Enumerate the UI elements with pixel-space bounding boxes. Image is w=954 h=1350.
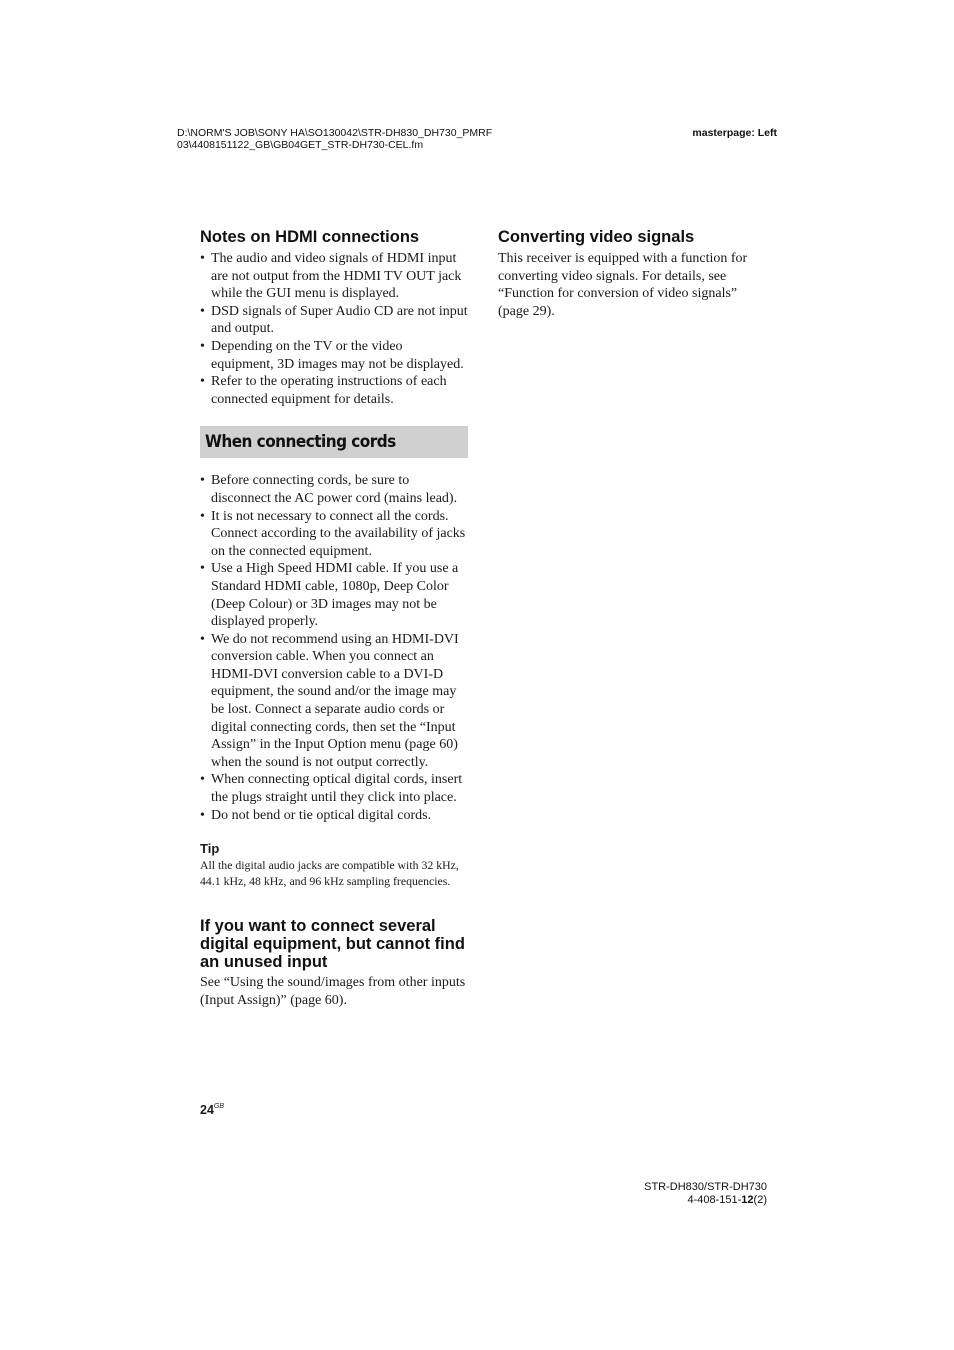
list-item: • Use a High Speed HDMI cable. If you use a Standard HDMI cable, 1080p, Deep Color (Deep Colour) or 3D images may not be displayed properly. — [200, 560, 468, 630]
several-digital-body: See “Using the sound/images from other inputs (Input Assign)” (page 60). — [200, 975, 466, 1008]
tip-label: Tip — [200, 841, 220, 857]
list-item: • Refer to the operating instructions of each connected equipment for details. — [200, 373, 468, 408]
page-number-suffix: GB — [213, 1103, 225, 1110]
right-column — [498, 228, 768, 320]
masterpage-label: masterpage: Left — [692, 127, 777, 139]
list-item: • The audio and video signals of HDMI input are not output from the HDMI TV OUT jack while the GUI menu is displayed. — [200, 250, 468, 303]
page-number — [200, 1103, 224, 1117]
list-item: • Before connecting cords, be sure to disconnect the AC power cord (mains lead). — [200, 472, 468, 507]
hdmi-notes-list — [200, 250, 468, 408]
footer-code-prefix: 4-408-151- — [687, 1193, 742, 1206]
file-path-header — [177, 127, 492, 151]
footer-model-info — [644, 1181, 767, 1206]
section-band-connecting-cords — [200, 426, 468, 458]
hdmi-notes-heading: Notes on HDMI connections — [200, 228, 420, 246]
footer-code-bold: 12 — [741, 1193, 754, 1206]
list-item: • We do not recommend using an HDMI-DVI conversion cable. When you connect an HDMI-DVI conversion cable to a DVI-D equipment, the sound and/or the image may be lost. Connect a separate audio cords or digital connecting cords, then set the “Input Assign” in the Input Option menu (page 60) when the sound is not output correctly. — [200, 631, 468, 772]
connecting-cords-heading: When connecting cords — [205, 432, 396, 453]
tip-text: All the digital audio jacks are compatible with 32 kHz, 44.1 kHz, 48 kHz, and 96 kHz sampling frequencies. — [200, 858, 459, 889]
list-item: • DSD signals of Super Audio CD are not input and output. — [200, 303, 468, 338]
footer-model-name: STR-DH830/STR-DH730 — [644, 1181, 767, 1193]
file-path-line-2: 03\4408151122_GB\GB04GET_STR-DH730-CEL.fm — [177, 139, 424, 151]
list-item: • It is not necessary to connect all the cords. Connect according to the availability of jacks on the connected equipment. — [200, 508, 468, 561]
list-item: • Do not bend or tie optical digital cords. — [200, 807, 468, 825]
file-path-line-1: D:\NORM'S JOB\SONY HA\SO130042\STR-DH830_DH730_PMRF — [177, 127, 493, 139]
footer-model-code — [644, 1194, 767, 1207]
page-number-value: 24 — [200, 1103, 214, 1117]
list-item: • Depending on the TV or the video equipment, 3D images may not be displayed. — [200, 338, 468, 373]
converting-video-body: This receiver is equipped with a function for converting video signals. For details, see “Function for conversion of video signals” (page 29). — [498, 251, 748, 319]
converting-video-heading: Converting video signals — [498, 228, 695, 246]
footer-code-suffix: (2) — [753, 1193, 767, 1206]
list-item: • When connecting optical digital cords, insert the plugs straight until they click into place. — [200, 771, 468, 806]
several-digital-heading: If you want to connect several digital equipment, but cannot find an unused input — [200, 917, 465, 972]
connecting-cords-list — [200, 472, 468, 824]
left-column — [200, 228, 468, 1009]
